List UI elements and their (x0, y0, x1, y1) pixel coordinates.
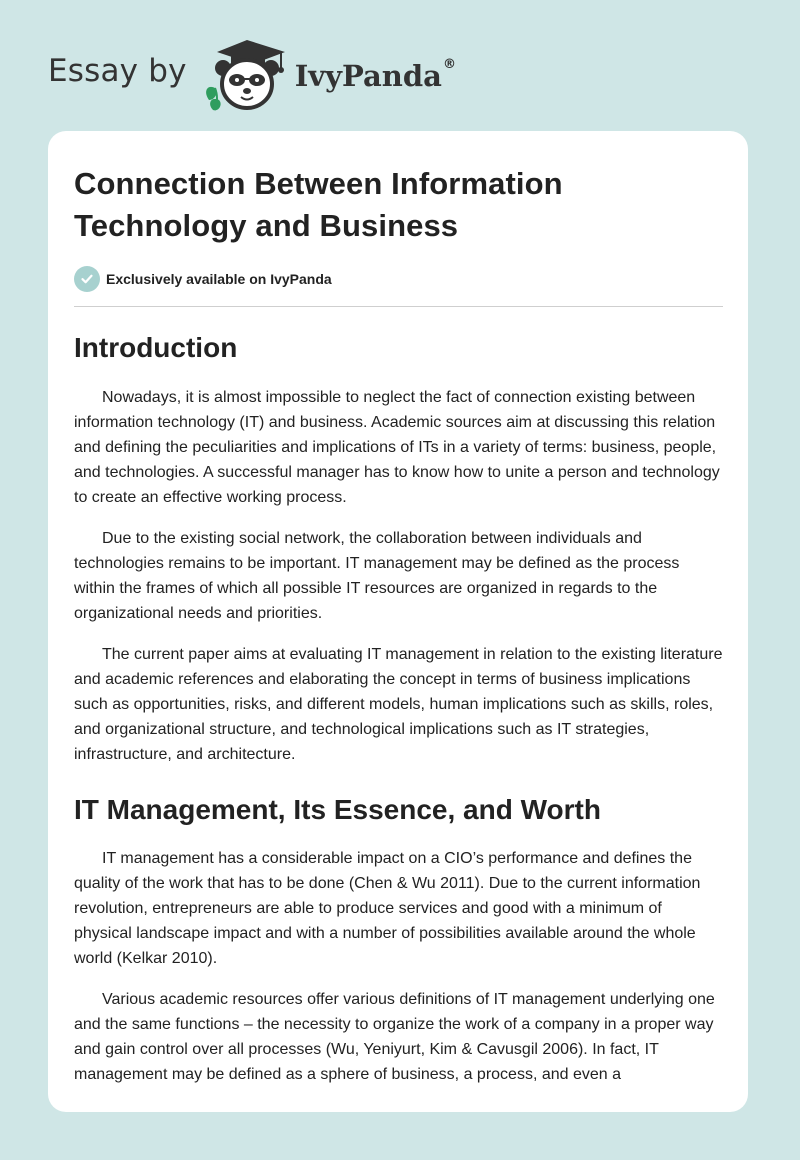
brand-name[interactable]: IvyPanda® (294, 57, 456, 93)
brand-prefix: Essay by (48, 53, 187, 89)
exclusive-badge (74, 265, 724, 293)
section-heading-it-management: IT Management, Its Essence, and Worth (74, 794, 601, 825)
brand-header (48, 34, 456, 114)
title-divider (74, 306, 723, 307)
essay-title (74, 163, 724, 247)
section-heading-introduction: Introduction (74, 332, 238, 363)
essay-content (74, 163, 724, 1087)
paragraph: Due to the existing social network, the collaboration between individuals and technologies remains to be important. IT management may be defined as the process within the frames of which all possible IT resources are organized in regards to the organizational needs and priorities. (74, 530, 680, 622)
panda-logo-icon[interactable] (201, 34, 293, 114)
paragraph: Various academic resources offer various definitions of IT management underlying one and the same functions – the necessity to organize the work of a company in a proper way and gain control over all processes (Wu, Yeniyurt, Kim & Cavusgil 2006). In fact, IT management may be defined as a sphere of business, a process, and even a (74, 991, 715, 1083)
exclusive-label: Exclusively available on IvyPanda (106, 271, 332, 287)
check-circle-icon (74, 266, 100, 292)
title-line-2: Technology and Business (74, 208, 459, 243)
essay-card (48, 131, 748, 1112)
paragraph: The current paper aims at evaluating IT management in relation to the existing literature and academic references and elaborating the concept in terms of business implications such as opportunities, risks, and different models, human implications such as skills, roles, and organizational structure, and technological implications such as IT strategies, infrastructure, and architecture. (74, 646, 723, 763)
paragraph: IT management has a considerable impact on a CIO’s performance and defines the quality of the work that has to be done (Chen & Wu 2011). Due to the current information revolution, entrepreneurs are able to produce services and good with a minimum of physical landscape impact and with a number of possibilities available around the whole world (Kelkar 2010). (74, 850, 701, 967)
registered-mark: ® (442, 57, 456, 72)
paragraph: Nowadays, it is almost impossible to neglect the fact of connection existing between information technology (IT) and business. Academic sources aim at discussing this relation and defining the peculiarities and implications of ITs in a variety of terms: business, people, and technologies. A successful manager has to know how to unite a person and technology to create an effective working process. (74, 389, 720, 506)
title-line-1: Connection Between Information (74, 166, 563, 201)
